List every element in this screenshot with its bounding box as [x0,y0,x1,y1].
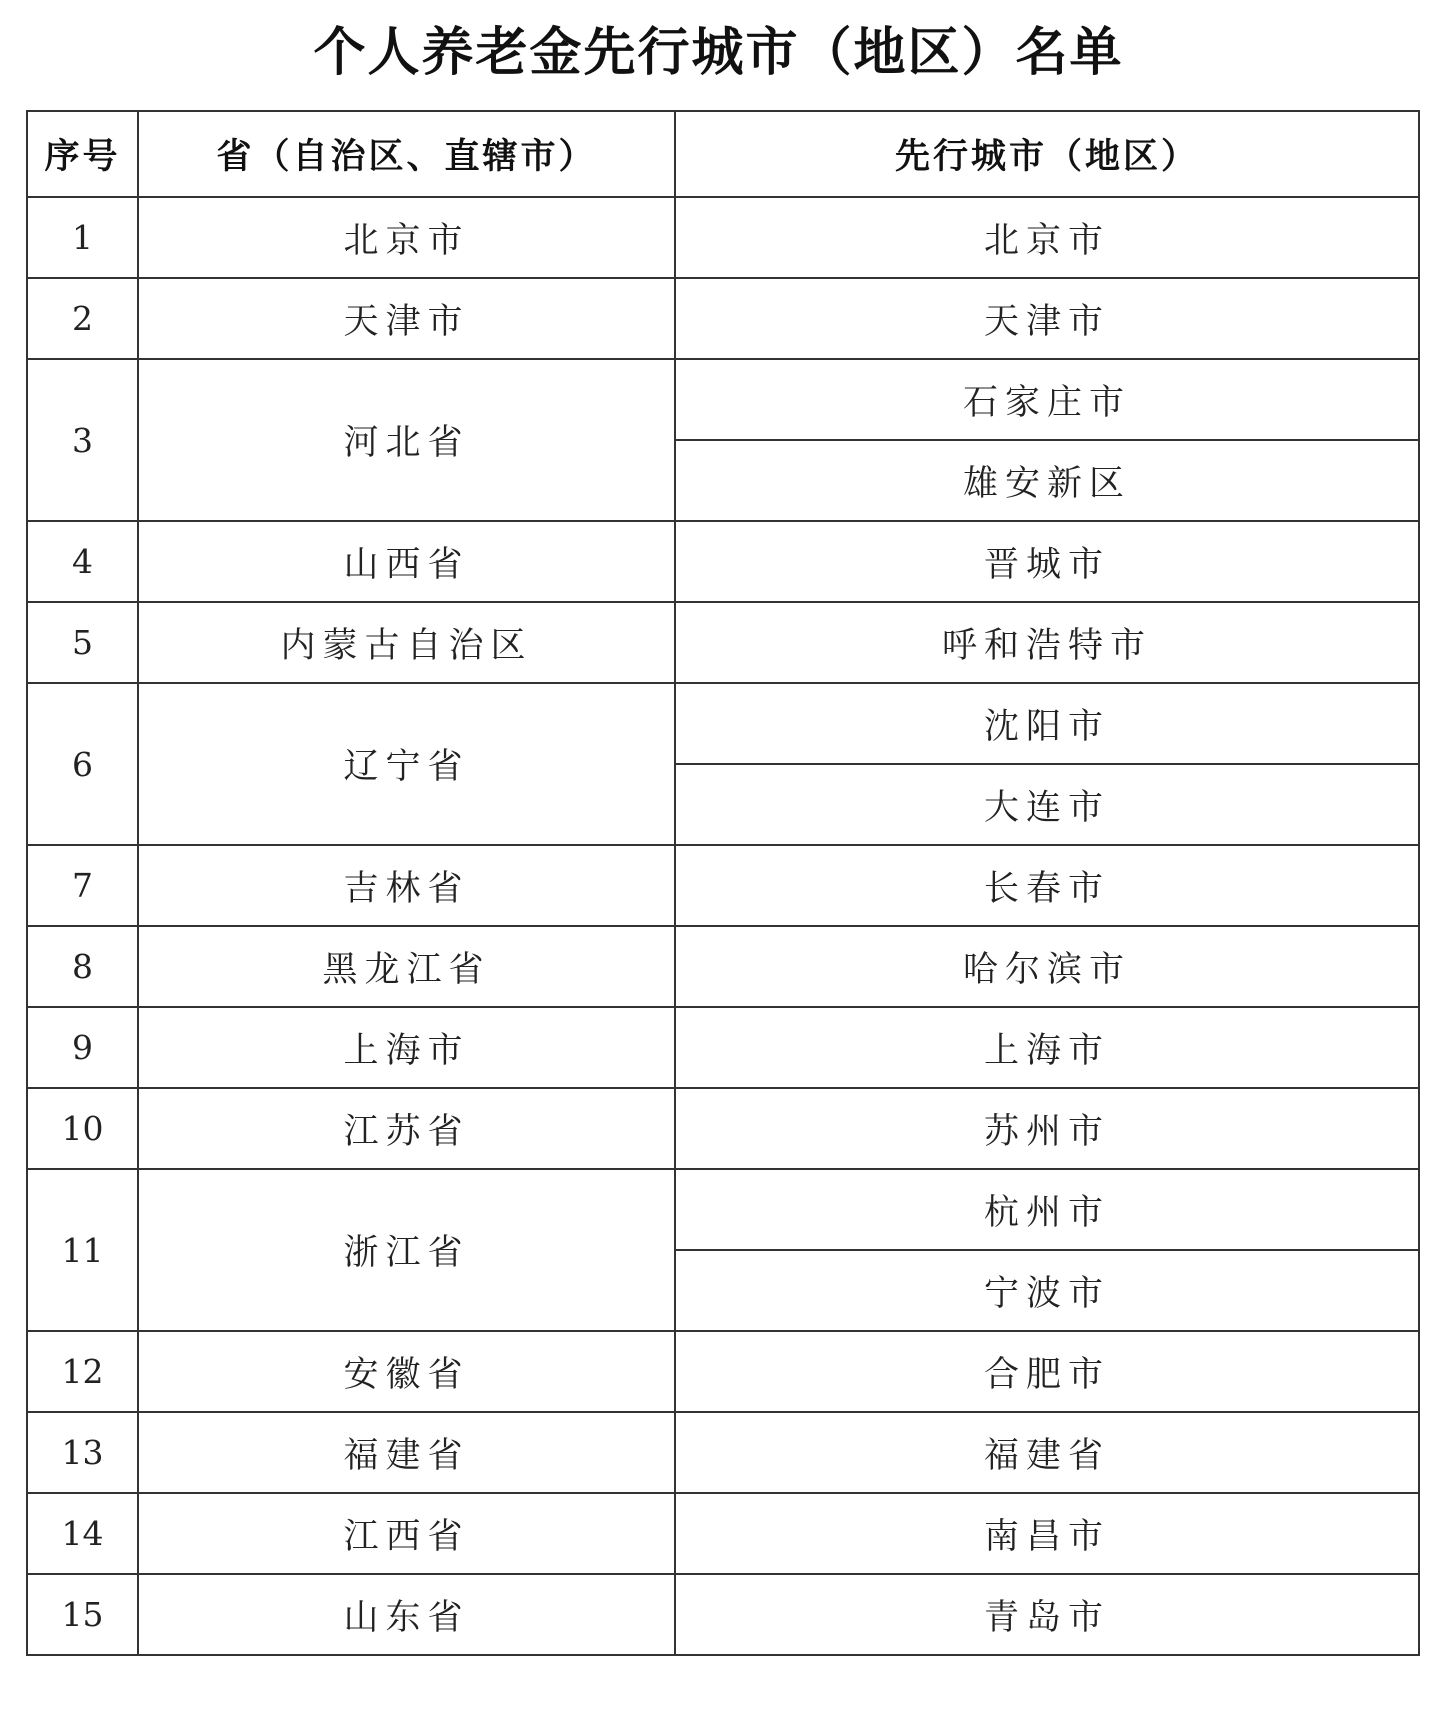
city-cell: 青岛市 [675,1574,1419,1655]
city-cell: 上海市 [675,1007,1419,1088]
row-number-cell: 14 [27,1493,138,1574]
row-number-cell: 11 [27,1169,138,1331]
row-number-cell: 12 [27,1331,138,1412]
row-number-cell: 7 [27,845,138,926]
city-cell: 石家庄市 [675,359,1419,440]
table-row [27,1493,1419,1574]
row-number-cell: 13 [27,1412,138,1493]
province-cell: 辽宁省 [138,683,675,845]
city-cell: 苏州市 [675,1088,1419,1169]
table-row [27,1169,1419,1250]
city-cell: 哈尔滨市 [675,926,1419,1007]
row-number-cell: 15 [27,1574,138,1655]
city-cell: 南昌市 [675,1493,1419,1574]
row-number-cell: 1 [27,197,138,278]
table-row [27,683,1419,764]
table-row [27,1574,1419,1655]
table-header-row [27,111,1419,197]
table-row [27,602,1419,683]
table-row [27,278,1419,359]
table-row [27,197,1419,278]
table-row [27,1331,1419,1412]
row-number-cell: 5 [27,602,138,683]
province-cell: 江西省 [138,1493,675,1574]
city-cell: 福建省 [675,1412,1419,1493]
city-cell: 晋城市 [675,521,1419,602]
page-title: 个人养老金先行城市（地区）名单 [313,22,1124,83]
row-number-cell: 8 [27,926,138,1007]
row-number-cell: 2 [27,278,138,359]
city-cell: 杭州市 [675,1169,1419,1250]
table-row [27,1088,1419,1169]
pilot-cities-table [26,110,1420,1656]
city-cell: 大连市 [675,764,1419,845]
province-cell: 山东省 [138,1574,675,1655]
province-cell: 上海市 [138,1007,675,1088]
city-cell: 合肥市 [675,1331,1419,1412]
table-row [27,926,1419,1007]
province-cell: 北京市 [138,197,675,278]
province-cell: 河北省 [138,359,675,521]
row-number-cell: 6 [27,683,138,845]
province-cell: 黑龙江省 [138,926,675,1007]
province-cell: 浙江省 [138,1169,675,1331]
row-number-cell: 4 [27,521,138,602]
city-cell: 雄安新区 [675,440,1419,521]
row-number-cell: 3 [27,359,138,521]
row-number-cell: 10 [27,1088,138,1169]
city-cell: 北京市 [675,197,1419,278]
header-city: 先行城市（地区） [675,111,1419,197]
row-number-cell: 9 [27,1007,138,1088]
header-province: 省（自治区、直辖市） [138,111,675,197]
table-row [27,1007,1419,1088]
header-number: 序号 [27,111,138,197]
table-row [27,521,1419,602]
city-cell: 长春市 [675,845,1419,926]
table-body [27,197,1419,1655]
province-cell: 山西省 [138,521,675,602]
province-cell: 江苏省 [138,1088,675,1169]
province-cell: 福建省 [138,1412,675,1493]
table-row [27,845,1419,926]
province-cell: 安徽省 [138,1331,675,1412]
city-cell: 宁波市 [675,1250,1419,1331]
province-cell: 天津市 [138,278,675,359]
city-cell: 呼和浩特市 [675,602,1419,683]
table-row [27,359,1419,440]
city-cell: 沈阳市 [675,683,1419,764]
province-cell: 内蒙古自治区 [138,602,675,683]
province-cell: 吉林省 [138,845,675,926]
city-cell: 天津市 [675,278,1419,359]
table-row [27,1412,1419,1493]
